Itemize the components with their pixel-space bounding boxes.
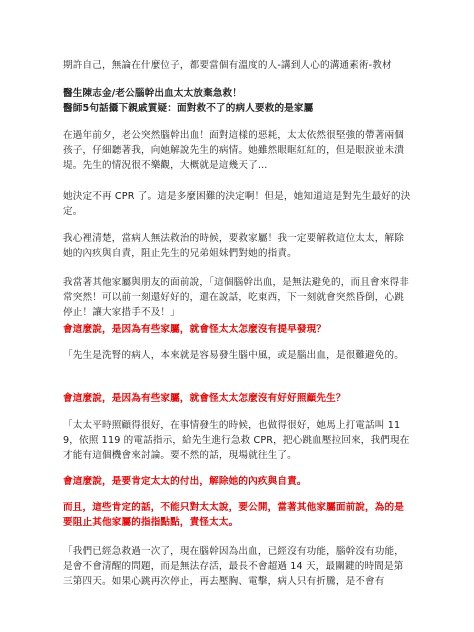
paragraph-save-family: 我心裡清楚，當病人無法救治的時候，要救家屬！我一定要解救這位太太，解除她的內疚與自責，阻止先生的兄弟姐妹們對她的指責。 — [63, 233, 405, 259]
article-headline: 醫師5句話攝下親戚質疑：面對救不了的病人要救的是家屬 — [63, 103, 314, 114]
quote-dialysis: 「先生是洗腎的病人，本來就是容易發生腦中風，或是腦出血，是很難避免的。 — [63, 350, 405, 361]
red-heading-3: 會這麼說，是要肯定太太的付出，解除她的內疚與自責。 — [63, 476, 307, 487]
red-heading-1: 會這麼說，是因為有些家屬，就會怪太太怎麼沒有提早發現？ — [63, 324, 327, 335]
paragraph-intro: 在過年前夕，老公突然腦幹出血！面對這樣的惡耗，太太依然很堅強的帶著兩個孩子，仔細聽著我，向她解說先生的病情。她雖然眼眶紅紅的，但是眼淚並未潰堤。先生的情況很不樂觀，大概就是這幾天了... — [63, 130, 405, 171]
red-heading-4: 而且，這些肯定的話，不能只對太太說，要公開，當著其他家屬面前說，為的是要阻止其他家屬的指指點點，責怪太太。 — [63, 502, 405, 528]
quote-care: 「太太平時照顧得很好，在事情發生的時候，也做得很好，她馬上打電話叫 119，依照 119 的電話指示，給先生進行急救 CPR，把心跳血壓拉回來，我們現在才能有這個機會來討論。要不然的話，現場就往生了。 — [63, 420, 410, 461]
paragraph-explanation: 我當著其他家屬與朋友的面前說，「這個腦幹出血，是無法避免的，而且會來得非常突然！可以前一刻還好好的，還在說話，吃東西，下一刻就會突然昏倒，心跳停止！讓大家措手不及！」 — [63, 277, 409, 318]
paragraph-decision: 她決定不再 CPR 了。這是多麼困難的決定啊！但是，她知道這是對先生最好的決定。 — [63, 191, 411, 217]
paragraph-prognosis: 「我們已經急救過一次了，現在腦幹因為出血，已經沒有功能，腦幹沒有功能，是會不會清醒的問題，而是無法存活，最長不會超過 14 天，最關鍵的時間是第三第四天。如果心跳再次停止，再去壓胸、電擊，病人只有折騰，是不會有 — [63, 546, 405, 587]
red-heading-2: 會這麼說，是因為有些家屬，就會怪太太怎麼沒有好好照顧先生？ — [63, 393, 346, 404]
article-title: 醫生陳志金/老公腦幹出血太太放棄急救！ — [63, 88, 243, 99]
document-subtitle: 期許自己，無論在什麼位子，都要當個有溫度的人-講到人心的溝通素術-教材 — [63, 60, 392, 71]
